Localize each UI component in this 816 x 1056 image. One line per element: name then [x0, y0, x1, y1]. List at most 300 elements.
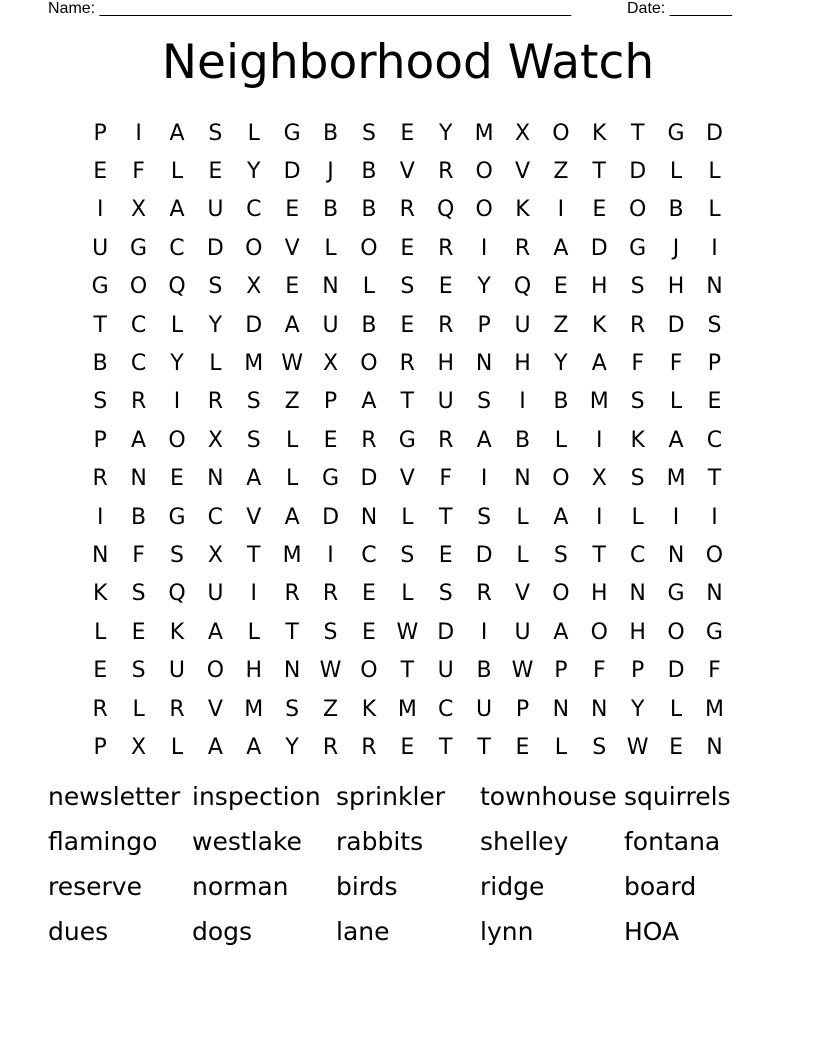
- grid-letter: N: [706, 274, 723, 300]
- grid-letter: P: [554, 658, 568, 684]
- grid-letter: W: [319, 658, 342, 684]
- grid-letter: O: [360, 235, 378, 261]
- grid-letter: F: [132, 159, 145, 185]
- grid-letter: V: [399, 466, 415, 492]
- word-list-item: HOA: [624, 917, 680, 946]
- grid-letter: A: [476, 427, 492, 453]
- grid-letter: A: [361, 389, 377, 415]
- grid-letter: A: [246, 734, 262, 760]
- grid-letter: S: [707, 312, 722, 338]
- grid-letter: L: [669, 159, 683, 185]
- grid-letter: U: [437, 389, 454, 415]
- word-list-item: norman: [192, 872, 289, 901]
- date-field-label: Date: _______: [627, 0, 732, 17]
- grid-letter: N: [591, 696, 608, 722]
- grid-letter: L: [669, 696, 683, 722]
- grid-letter: I: [519, 389, 526, 415]
- grid-letter: D: [667, 658, 685, 684]
- grid-letter: C: [361, 542, 377, 568]
- grid-letter: C: [130, 351, 147, 377]
- grid-letter: F: [708, 658, 721, 684]
- grid-letter: R: [322, 734, 339, 760]
- grid-letter: K: [592, 120, 607, 146]
- grid-letter: H: [514, 351, 531, 377]
- grid-letter: U: [168, 658, 186, 684]
- grid-letter: E: [400, 235, 415, 261]
- grid-letter: D: [206, 235, 224, 261]
- grid-letter: E: [438, 274, 453, 300]
- grid-letter: V: [207, 696, 223, 722]
- grid-letter: L: [401, 504, 414, 530]
- grid-letter: X: [591, 466, 607, 492]
- grid-letter: K: [361, 696, 377, 722]
- grid-letter: S: [592, 734, 607, 760]
- grid-letter: T: [477, 734, 491, 760]
- grid-letter: O: [360, 351, 378, 377]
- grid-letter: R: [438, 235, 454, 261]
- grid-letter: T: [592, 159, 606, 185]
- grid-letter: I: [480, 235, 488, 261]
- grid-letter: I: [480, 619, 488, 645]
- word-list-item: flamingo: [48, 827, 158, 856]
- grid-letter: N: [360, 504, 378, 530]
- word-list-item: shelley: [480, 827, 569, 856]
- grid-letter: Z: [553, 312, 569, 338]
- grid-letter: B: [361, 159, 377, 185]
- grid-letter: A: [207, 619, 223, 645]
- grid-letter: E: [400, 312, 415, 338]
- grid-letter: S: [361, 120, 376, 146]
- grid-letter: T: [247, 542, 261, 568]
- grid-letter: I: [596, 427, 603, 453]
- grid-letter: G: [667, 581, 685, 607]
- grid-letter: Y: [208, 312, 223, 338]
- grid-letter: A: [246, 466, 262, 492]
- grid-letter: R: [361, 427, 377, 453]
- grid-letter: S: [246, 389, 261, 415]
- grid-letter: G: [283, 120, 301, 146]
- grid-letter: U: [514, 312, 531, 338]
- grid-letter: A: [668, 427, 684, 453]
- grid-letter: U: [207, 197, 224, 223]
- grid-letter: R: [438, 312, 454, 338]
- grid-letter: Q: [513, 274, 532, 300]
- grid-letter: I: [711, 504, 718, 530]
- grid-letter: F: [132, 542, 145, 568]
- grid-letter: N: [91, 542, 109, 568]
- grid-letter: D: [629, 159, 647, 185]
- grid-letter: M: [704, 696, 724, 722]
- grid-letter: W: [396, 619, 419, 645]
- grid-letter: Q: [168, 274, 186, 300]
- grid-letter: L: [132, 696, 145, 722]
- grid-letter: I: [250, 581, 257, 607]
- grid-letter: T: [630, 120, 645, 146]
- word-list-item: townhouse: [480, 782, 617, 811]
- grid-letter: T: [285, 619, 299, 645]
- grid-letter: R: [169, 696, 185, 722]
- grid-letter: V: [246, 504, 262, 530]
- grid-letter: O: [552, 581, 570, 607]
- grid-letter: G: [629, 235, 647, 261]
- grid-letter: R: [438, 427, 454, 453]
- grid-letter: E: [553, 274, 568, 300]
- grid-letter: V: [514, 159, 531, 185]
- grid-letter: S: [630, 466, 645, 492]
- grid-letter: S: [323, 619, 338, 645]
- grid-letter: E: [361, 581, 376, 607]
- grid-letter: Z: [553, 159, 569, 185]
- grid-letter: B: [322, 120, 339, 146]
- grid-letter: S: [438, 581, 453, 607]
- grid-letter: C: [207, 504, 224, 530]
- grid-letter: R: [284, 581, 300, 607]
- grid-letter: L: [516, 542, 529, 568]
- grid-letter: O: [245, 235, 263, 261]
- grid-letter: C: [130, 312, 147, 338]
- grid-letter: H: [667, 274, 685, 300]
- grid-letter: T: [592, 542, 606, 568]
- grid-letter: D: [322, 504, 340, 530]
- grid-letter: E: [361, 619, 376, 645]
- grid-letter: W: [626, 734, 649, 760]
- grid-letter: S: [477, 504, 492, 530]
- grid-letter: M: [589, 389, 609, 415]
- grid-letter: A: [553, 504, 569, 530]
- grid-letter: Y: [170, 351, 184, 377]
- grid-letter: B: [361, 312, 377, 338]
- grid-letter: D: [590, 235, 608, 261]
- grid-letter: O: [206, 658, 225, 684]
- grid-letter: L: [170, 312, 184, 338]
- grid-letter: C: [169, 235, 185, 261]
- word-list-item: dues: [48, 917, 109, 946]
- grid-letter: L: [247, 120, 260, 146]
- grid-letter: E: [400, 734, 415, 760]
- grid-letter: M: [474, 120, 494, 146]
- word-list-item: lynn: [480, 917, 534, 946]
- grid-letter: P: [515, 696, 530, 722]
- grid-letter: K: [92, 581, 108, 607]
- word-list: [48, 777, 768, 957]
- grid-letter: H: [629, 619, 646, 645]
- grid-letter: T: [93, 312, 107, 338]
- grid-letter: S: [208, 274, 223, 300]
- grid-letter: C: [246, 197, 262, 223]
- grid-letter: S: [131, 658, 146, 684]
- grid-letter: E: [131, 619, 146, 645]
- grid-letter: P: [93, 427, 107, 453]
- grid-letter: M: [244, 351, 264, 377]
- grid-letter: C: [629, 542, 646, 568]
- grid-letter: L: [286, 427, 299, 453]
- grid-letter: Q: [437, 197, 455, 223]
- grid-letter: J: [327, 159, 334, 185]
- grid-letter: D: [475, 542, 493, 568]
- grid-letter: M: [244, 696, 264, 722]
- grid-letter: O: [667, 619, 685, 645]
- grid-letter: L: [401, 581, 414, 607]
- grid-letter: S: [208, 120, 223, 146]
- grid-letter: Y: [438, 120, 453, 146]
- grid-letter: A: [553, 619, 569, 645]
- grid-letter: Q: [168, 581, 186, 607]
- grid-letter: I: [96, 504, 104, 530]
- grid-letter: G: [130, 235, 148, 261]
- grid-letter: I: [135, 120, 142, 146]
- grid-letter: S: [630, 389, 645, 415]
- word-list-item: newsletter: [48, 782, 181, 811]
- grid-letter: A: [131, 427, 147, 453]
- grid-letter: E: [438, 542, 453, 568]
- grid-letter: L: [170, 734, 184, 760]
- grid-letter: U: [92, 235, 109, 261]
- word-list-item: dogs: [192, 917, 253, 946]
- grid-letter: T: [400, 658, 415, 684]
- grid-letter: E: [400, 120, 415, 146]
- grid-letter: N: [629, 581, 646, 607]
- grid-letter: L: [324, 235, 337, 261]
- grid-letter: O: [552, 466, 570, 492]
- grid-letter: S: [93, 389, 108, 415]
- grid-letter: E: [323, 427, 338, 453]
- grid-letter: H: [437, 351, 454, 377]
- name-field-label: Name: _____________________________________________________: [48, 0, 572, 17]
- grid-letter: I: [596, 504, 603, 530]
- grid-letter: L: [286, 466, 299, 492]
- grid-letter: X: [131, 734, 147, 760]
- grid-letter: K: [169, 619, 185, 645]
- grid-letter: L: [362, 274, 376, 300]
- grid-letter: P: [93, 120, 107, 146]
- grid-letter: B: [553, 389, 569, 415]
- grid-letter: L: [669, 389, 683, 415]
- grid-letter: B: [131, 504, 147, 530]
- grid-letter: P: [631, 658, 645, 684]
- grid-letter: G: [322, 466, 340, 492]
- grid-letter: Z: [284, 389, 300, 415]
- grid-letter: X: [323, 351, 339, 377]
- grid-letter: O: [475, 159, 493, 185]
- grid-letter: S: [400, 542, 415, 568]
- grid-letter: L: [516, 504, 529, 530]
- grid-letter: V: [284, 235, 300, 261]
- grid-letter: E: [208, 159, 223, 185]
- grid-letter: U: [322, 312, 339, 338]
- grid-letter: L: [554, 427, 568, 453]
- grid-letter: K: [592, 312, 607, 338]
- grid-letter: I: [327, 542, 334, 568]
- page-title: Neighborhood Watch: [161, 35, 655, 90]
- grid-letter: D: [705, 120, 723, 146]
- grid-letter: F: [439, 466, 453, 492]
- grid-letter: E: [93, 159, 108, 185]
- grid-letter: H: [245, 658, 263, 684]
- grid-letter: D: [245, 312, 263, 338]
- grid-letter: E: [592, 197, 607, 223]
- grid-letter: Z: [323, 696, 339, 722]
- grid-letter: Y: [554, 351, 568, 377]
- grid-letter: M: [282, 542, 302, 568]
- grid-letter: G: [168, 504, 186, 530]
- grid-letter: R: [92, 466, 108, 492]
- grid-letter: E: [669, 734, 683, 760]
- grid-letter: V: [514, 581, 531, 607]
- grid-letter: U: [514, 619, 531, 645]
- grid-letter: S: [285, 696, 300, 722]
- grid-letter: O: [360, 658, 378, 684]
- grid-letter: O: [129, 274, 148, 300]
- grid-letter: S: [246, 427, 261, 453]
- grid-letter: A: [207, 734, 223, 760]
- grid-letter: R: [476, 581, 492, 607]
- grid-letter: P: [93, 734, 107, 760]
- grid-letter: Y: [477, 274, 491, 300]
- grid-letter: X: [514, 120, 531, 146]
- grid-letter: O: [168, 427, 186, 453]
- grid-letter: J: [672, 235, 680, 261]
- word-list-item: inspection: [192, 782, 321, 811]
- grid-letter: D: [360, 466, 378, 492]
- grid-letter: R: [361, 734, 377, 760]
- grid-letter: S: [131, 581, 146, 607]
- grid-letter: P: [477, 312, 491, 338]
- grid-letter: G: [91, 274, 109, 300]
- grid-letter: V: [399, 159, 415, 185]
- grid-letter: U: [476, 696, 493, 722]
- grid-letter: N: [130, 466, 147, 492]
- grid-letter: R: [438, 159, 454, 185]
- grid-letter: L: [209, 351, 222, 377]
- grid-letter: I: [557, 197, 565, 223]
- grid-letter: S: [477, 389, 492, 415]
- grid-letter: C: [706, 427, 723, 453]
- grid-letter: F: [592, 658, 606, 684]
- grid-letter: R: [399, 197, 415, 223]
- grid-letter: M: [397, 696, 417, 722]
- grid-letter: D: [437, 619, 455, 645]
- grid-letter: G: [667, 120, 685, 146]
- grid-letter: B: [514, 427, 531, 453]
- grid-letter: E: [515, 734, 530, 760]
- grid-letter: C: [438, 696, 454, 722]
- grid-letter: E: [285, 274, 300, 300]
- grid-letter: L: [631, 504, 644, 530]
- grid-letter: A: [284, 312, 300, 338]
- grid-letter: S: [169, 542, 184, 568]
- grid-letter: L: [94, 619, 107, 645]
- grid-letter: K: [630, 427, 645, 453]
- word-list-item: fontana: [624, 827, 721, 856]
- grid-letter: I: [96, 197, 104, 223]
- grid-letter: Y: [285, 734, 299, 760]
- grid-letter: N: [475, 351, 493, 377]
- grid-letter: L: [708, 159, 721, 185]
- grid-letter: A: [284, 504, 300, 530]
- grid-letter: U: [207, 581, 224, 607]
- grid-letter: E: [93, 658, 108, 684]
- grid-letter: B: [668, 197, 684, 223]
- grid-letter: R: [92, 696, 108, 722]
- grid-letter: E: [170, 466, 184, 492]
- grid-letter: E: [707, 389, 722, 415]
- grid-letter: P: [707, 351, 722, 377]
- grid-letter: D: [667, 312, 685, 338]
- grid-letter: A: [169, 120, 185, 146]
- grid-letter: N: [706, 734, 723, 760]
- grid-letter: R: [630, 312, 646, 338]
- grid-letter: W: [281, 351, 304, 377]
- grid-letter: H: [591, 581, 608, 607]
- grid-letter: N: [322, 274, 339, 300]
- header-line: [48, 0, 748, 20]
- grid-letter: B: [361, 197, 377, 223]
- grid-letter: A: [169, 197, 185, 223]
- grid-letter: I: [480, 466, 488, 492]
- grid-letter: N: [667, 542, 685, 568]
- grid-letter: L: [247, 619, 260, 645]
- grid-letter: L: [554, 734, 568, 760]
- grid-letter: N: [514, 466, 531, 492]
- grid-letter: B: [476, 658, 492, 684]
- grid-letter: L: [170, 159, 184, 185]
- grid-letter: O: [629, 197, 647, 223]
- grid-letter: T: [438, 504, 453, 530]
- grid-letter: F: [631, 351, 644, 377]
- word-list-item: reserve: [48, 872, 142, 901]
- grid-letter: X: [131, 197, 147, 223]
- word-list-item: squirrels: [624, 782, 731, 811]
- grid-letter: R: [207, 389, 224, 415]
- grid-letter: A: [591, 351, 607, 377]
- grid-letter: X: [207, 542, 223, 568]
- grid-letter: T: [438, 734, 453, 760]
- grid-letter: K: [515, 197, 530, 223]
- word-list-item: board: [624, 872, 697, 901]
- grid-letter: P: [323, 389, 338, 415]
- grid-letter: T: [707, 466, 722, 492]
- grid-letter: S: [630, 274, 645, 300]
- grid-letter: O: [705, 542, 724, 568]
- grid-letter: A: [553, 235, 569, 261]
- grid-letter: L: [708, 197, 721, 223]
- grid-letter: X: [207, 427, 223, 453]
- grid-letter: N: [283, 658, 301, 684]
- grid-letter: W: [511, 658, 534, 684]
- grid-letter: R: [399, 351, 415, 377]
- grid-letter: O: [590, 619, 608, 645]
- word-list-item: ridge: [480, 872, 545, 901]
- grid-letter: O: [475, 197, 493, 223]
- grid-letter: B: [322, 197, 339, 223]
- grid-letter: U: [437, 658, 454, 684]
- word-list-item: rabbits: [336, 827, 424, 856]
- word-list-item: birds: [336, 872, 398, 901]
- grid-letter: B: [92, 351, 108, 377]
- grid-letter: S: [553, 542, 568, 568]
- word-list-item: lane: [336, 917, 390, 946]
- grid-letter: R: [322, 581, 339, 607]
- grid-letter: Y: [247, 159, 261, 185]
- grid-letter: H: [591, 274, 608, 300]
- grid-letter: N: [207, 466, 224, 492]
- grid-letter: I: [173, 389, 181, 415]
- grid-letter: N: [706, 581, 723, 607]
- grid-letter: G: [398, 427, 416, 453]
- grid-letter: E: [285, 197, 300, 223]
- grid-letter: R: [130, 389, 147, 415]
- grid-letter: S: [400, 274, 415, 300]
